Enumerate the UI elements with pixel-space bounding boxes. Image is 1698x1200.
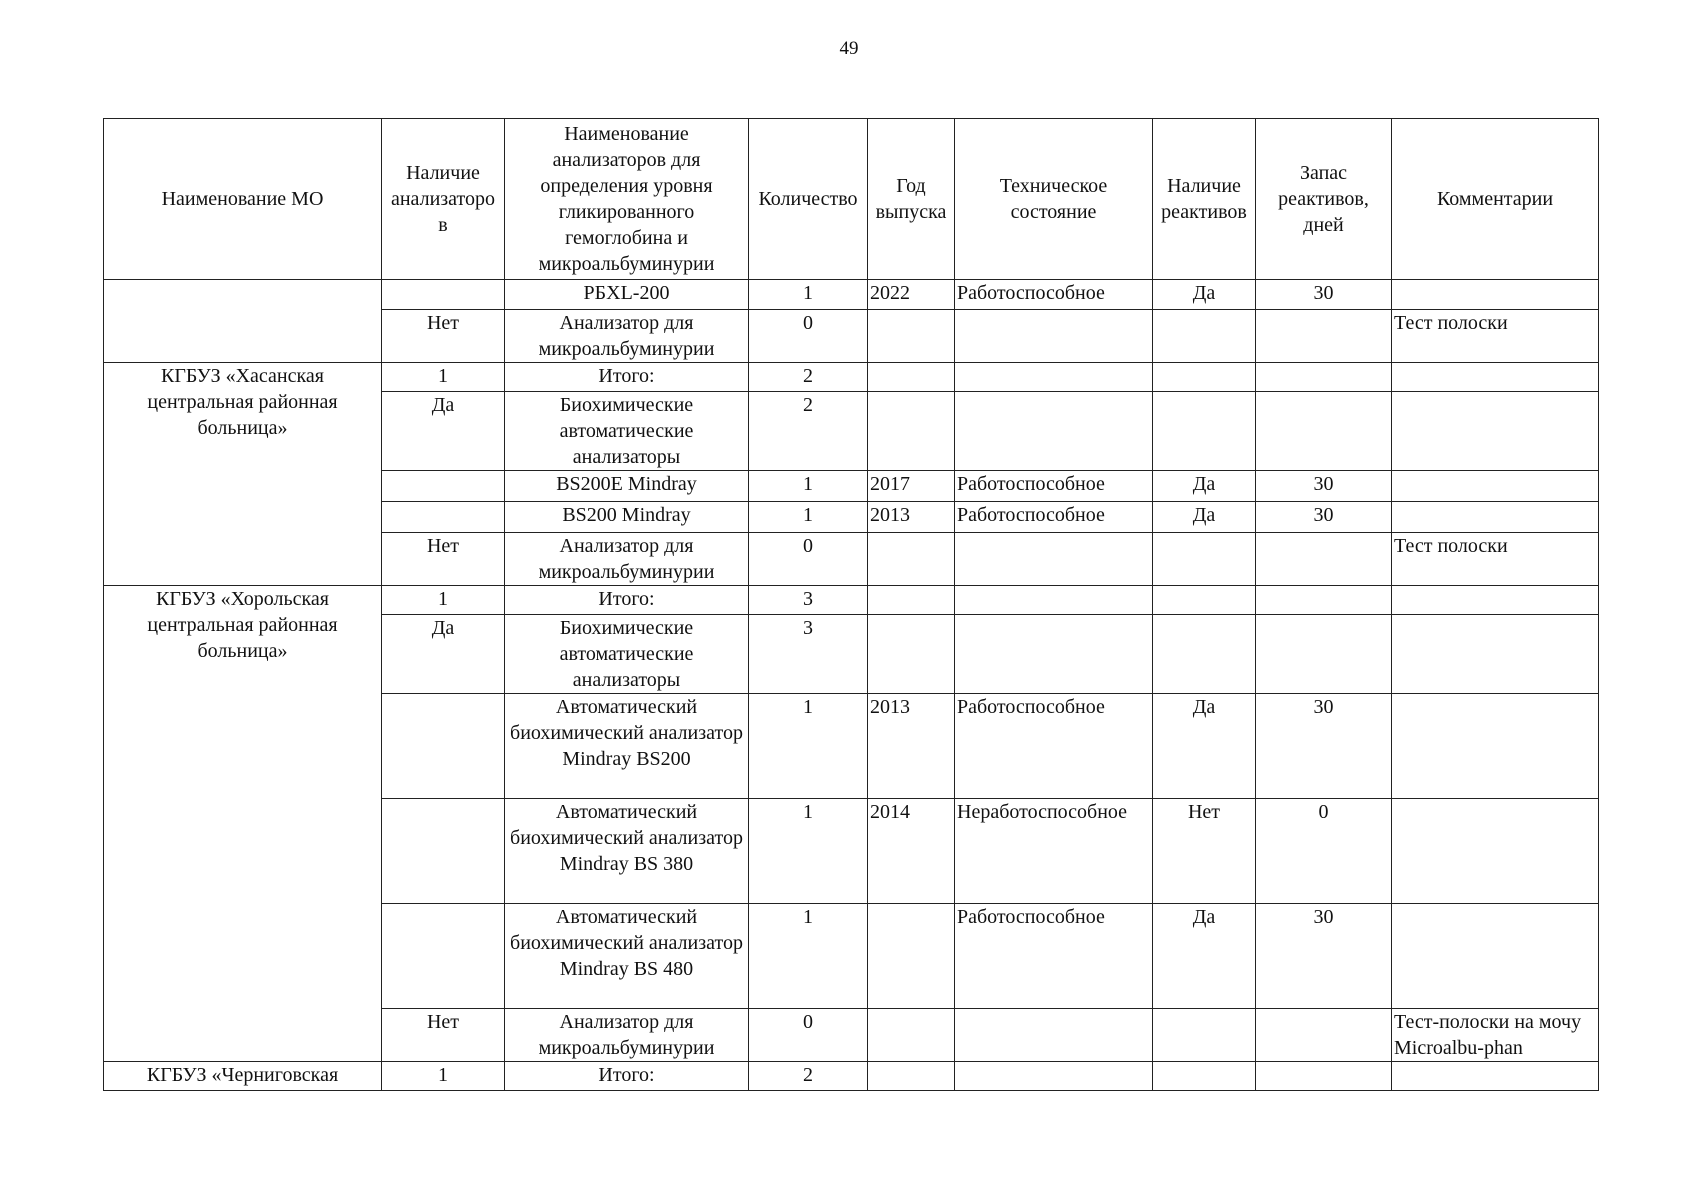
comment-cell <box>1392 363 1599 392</box>
stock-cell: 30 <box>1256 904 1392 1009</box>
reagents-cell <box>1153 1062 1256 1091</box>
state-cell <box>955 363 1153 392</box>
quantity-cell: 0 <box>749 533 868 586</box>
state-cell <box>955 392 1153 471</box>
comment-cell <box>1392 471 1599 502</box>
year-cell: 2022 <box>868 280 955 310</box>
year-cell <box>868 533 955 586</box>
year-cell <box>868 904 955 1009</box>
comment-cell <box>1392 799 1599 904</box>
presence-cell <box>382 280 505 310</box>
header-mo: Наименование МО <box>104 119 382 280</box>
stock-cell: 30 <box>1256 502 1392 533</box>
state-cell: Работоспособное <box>955 694 1153 799</box>
header-comments: Комментарии <box>1392 119 1599 280</box>
stock-cell <box>1256 392 1392 471</box>
year-cell <box>868 615 955 694</box>
quantity-cell: 1 <box>749 280 868 310</box>
mo-cell <box>104 280 382 363</box>
state-cell: Работоспособное <box>955 280 1153 310</box>
reagents-cell <box>1153 392 1256 471</box>
presence-cell: 1 <box>382 586 505 615</box>
stock-cell <box>1256 615 1392 694</box>
comment-cell: Тест полоски <box>1392 310 1599 363</box>
presence-cell: Да <box>382 615 505 694</box>
stock-cell <box>1256 363 1392 392</box>
reagents-cell <box>1153 1009 1256 1062</box>
quantity-cell: 3 <box>749 586 868 615</box>
comment-cell <box>1392 280 1599 310</box>
comment-cell <box>1392 694 1599 799</box>
stock-cell <box>1256 586 1392 615</box>
analyzer-name-cell: Автоматический биохимический анализатор Mindray BS200 <box>505 694 749 799</box>
year-cell <box>868 1009 955 1062</box>
presence-cell <box>382 799 505 904</box>
stock-cell <box>1256 533 1392 586</box>
comment-cell <box>1392 392 1599 471</box>
year-cell: 2017 <box>868 471 955 502</box>
presence-cell: Да <box>382 392 505 471</box>
quantity-cell: 1 <box>749 471 868 502</box>
state-cell: Работоспособное <box>955 471 1153 502</box>
analyzer-name-cell: PБXL-200 <box>505 280 749 310</box>
state-cell <box>955 310 1153 363</box>
state-cell: Работоспособное <box>955 502 1153 533</box>
header-analyzer-name: Наименование анализаторов для определения уровня гликированного гемоглобина и микроальбуминурии <box>505 119 749 280</box>
analyzer-name-cell: Биохимические автоматические анализаторы <box>505 392 749 471</box>
analyzer-name-cell: BS200E Mindray <box>505 471 749 502</box>
comment-cell <box>1392 502 1599 533</box>
comment-cell: Тест-полоски на мочу Microalbu-phan <box>1392 1009 1599 1062</box>
header-reagents: Наличие реактивов <box>1153 119 1256 280</box>
state-cell <box>955 1009 1153 1062</box>
reagents-cell: Да <box>1153 280 1256 310</box>
quantity-cell: 1 <box>749 904 868 1009</box>
comment-cell <box>1392 1062 1599 1091</box>
quantity-cell: 0 <box>749 310 868 363</box>
analyzer-name-cell: Итого: <box>505 586 749 615</box>
year-cell: 2013 <box>868 502 955 533</box>
stock-cell <box>1256 1062 1392 1091</box>
quantity-cell: 0 <box>749 1009 868 1062</box>
presence-cell <box>382 471 505 502</box>
reagents-cell <box>1153 363 1256 392</box>
analyzer-name-cell: Анализатор для микроальбуминурии <box>505 1009 749 1062</box>
presence-cell: 1 <box>382 363 505 392</box>
page-number: 49 <box>839 38 859 59</box>
state-cell <box>955 533 1153 586</box>
table-row <box>104 586 1599 615</box>
year-cell: 2014 <box>868 799 955 904</box>
year-cell <box>868 586 955 615</box>
presence-cell <box>382 502 505 533</box>
state-cell <box>955 615 1153 694</box>
comment-cell <box>1392 904 1599 1009</box>
quantity-cell: 2 <box>749 392 868 471</box>
reagents-cell: Да <box>1153 471 1256 502</box>
stock-cell <box>1256 1009 1392 1062</box>
presence-cell: Нет <box>382 533 505 586</box>
table-row <box>104 280 1599 310</box>
year-cell <box>868 363 955 392</box>
table-row <box>104 363 1599 392</box>
reagents-cell: Нет <box>1153 799 1256 904</box>
comment-cell: Тест полоски <box>1392 533 1599 586</box>
quantity-cell: 1 <box>749 694 868 799</box>
table-header-row <box>104 119 1599 280</box>
state-cell: Работоспособное <box>955 904 1153 1009</box>
analyzer-name-cell: Анализатор для микроальбуминурии <box>505 533 749 586</box>
comment-cell <box>1392 586 1599 615</box>
state-cell <box>955 1062 1153 1091</box>
reagents-cell: Да <box>1153 502 1256 533</box>
table-row <box>104 1062 1599 1091</box>
presence-cell: 1 <box>382 1062 505 1091</box>
quantity-cell: 1 <box>749 502 868 533</box>
stock-cell: 30 <box>1256 694 1392 799</box>
year-cell <box>868 392 955 471</box>
analyzer-name-cell: BS200 Mindray <box>505 502 749 533</box>
analyzer-name-cell: Автоматический биохимический анализатор Mindray BS 380 <box>505 799 749 904</box>
header-quantity: Количество <box>749 119 868 280</box>
quantity-cell: 2 <box>749 1062 868 1091</box>
header-tech-state: Техническое состояние <box>955 119 1153 280</box>
reagents-cell: Да <box>1153 694 1256 799</box>
reagents-cell: Да <box>1153 904 1256 1009</box>
comment-cell <box>1392 615 1599 694</box>
year-cell: 2013 <box>868 694 955 799</box>
stock-cell: 30 <box>1256 280 1392 310</box>
reagents-cell <box>1153 533 1256 586</box>
mo-cell: КГБУЗ «Хасанская центральная районная больница» <box>104 363 382 586</box>
state-cell: Неработоспособное <box>955 799 1153 904</box>
year-cell <box>868 1062 955 1091</box>
presence-cell: Нет <box>382 1009 505 1062</box>
year-cell <box>868 310 955 363</box>
header-year: Год выпуска <box>868 119 955 280</box>
stock-cell: 30 <box>1256 471 1392 502</box>
quantity-cell: 1 <box>749 799 868 904</box>
presence-cell <box>382 904 505 1009</box>
header-reagent-stock: Запас реактивов, дней <box>1256 119 1392 280</box>
analyzer-name-cell: Анализатор для микроальбуминурии <box>505 310 749 363</box>
analyzer-name-cell: Итого: <box>505 363 749 392</box>
presence-cell <box>382 694 505 799</box>
analyzer-name-cell: Автоматический биохимический анализатор Mindray BS 480 <box>505 904 749 1009</box>
analyzer-name-cell: Итого: <box>505 1062 749 1091</box>
stock-cell: 0 <box>1256 799 1392 904</box>
mo-cell: КГБУЗ «Черниговская <box>104 1062 382 1091</box>
state-cell <box>955 586 1153 615</box>
quantity-cell: 2 <box>749 363 868 392</box>
analyzer-name-cell: Биохимические автоматические анализаторы <box>505 615 749 694</box>
mo-cell: КГБУЗ «Хорольская центральная районная больница» <box>104 586 382 1062</box>
reagents-cell <box>1153 615 1256 694</box>
reagents-cell <box>1153 586 1256 615</box>
quantity-cell: 3 <box>749 615 868 694</box>
reagents-cell <box>1153 310 1256 363</box>
analyzers-table <box>103 118 1599 1091</box>
header-presence: Наличие анализаторо в <box>382 119 505 280</box>
stock-cell <box>1256 310 1392 363</box>
presence-cell: Нет <box>382 310 505 363</box>
